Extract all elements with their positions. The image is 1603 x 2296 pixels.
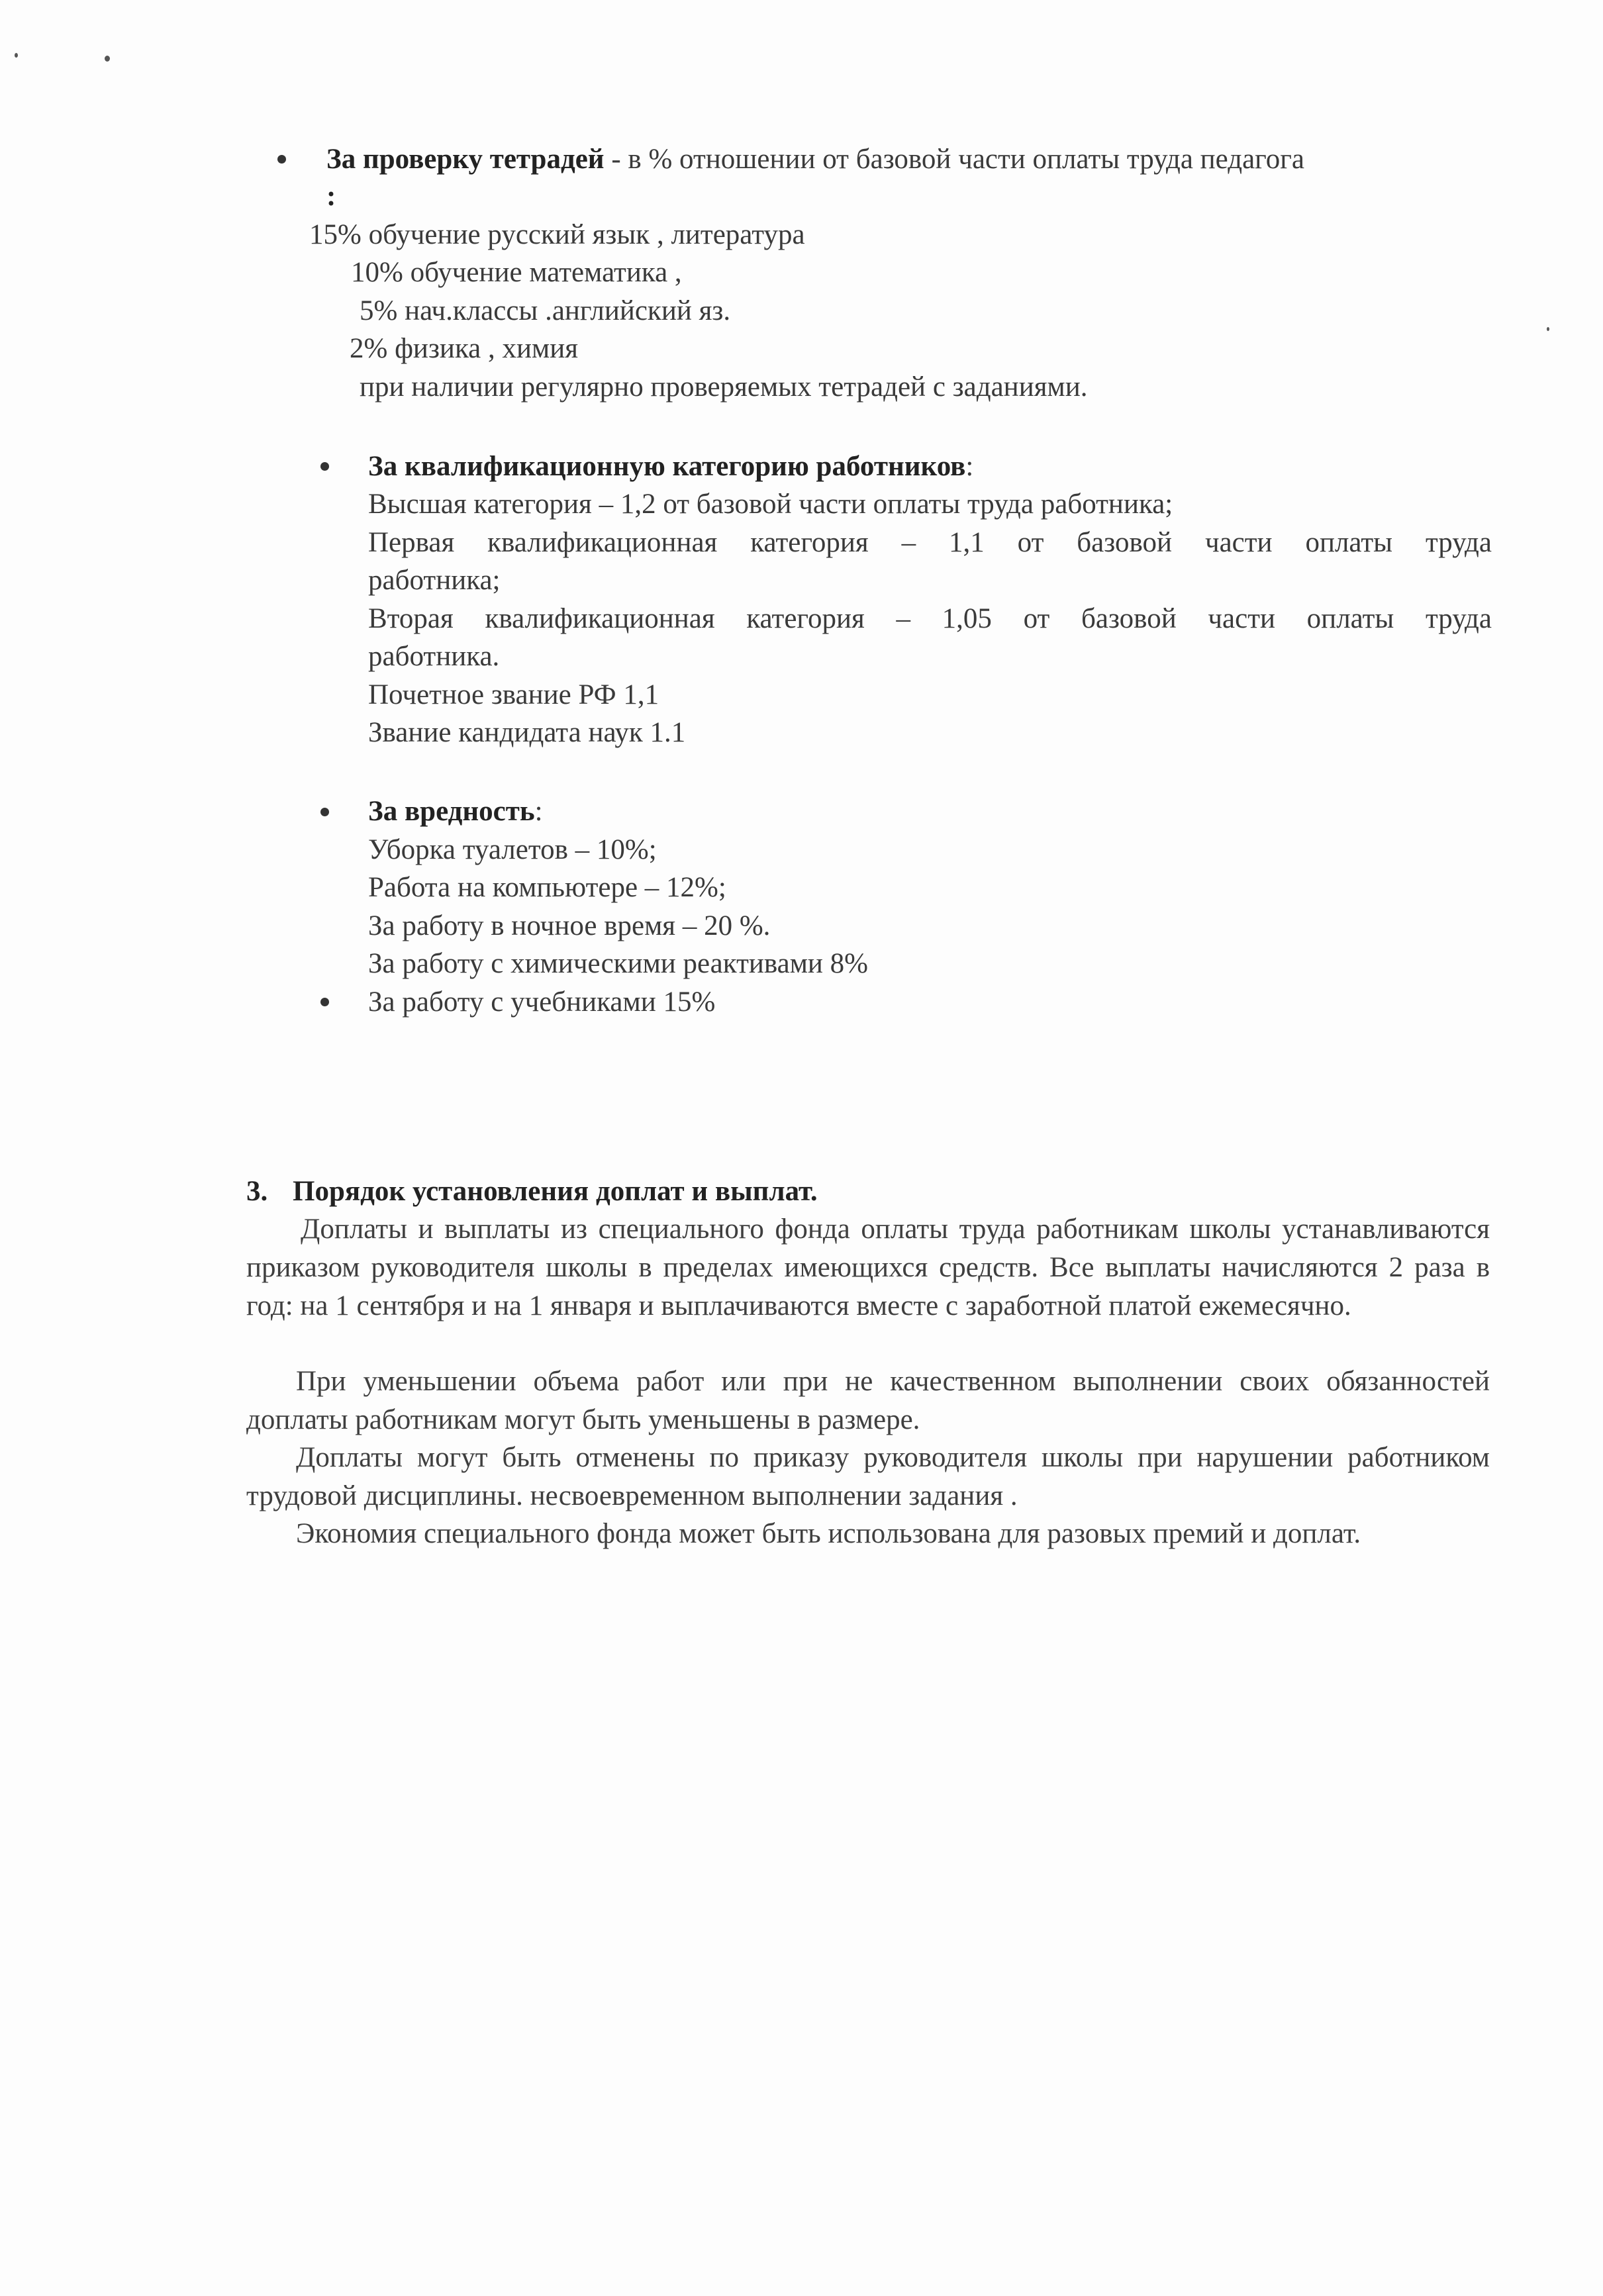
section2-line: Почетное звание РФ 1,1 <box>368 679 659 710</box>
bullet-icon <box>320 998 329 1006</box>
section5-paragraph: При уменьшении объема работ или при не качественном выполнении своих обязанностей доплаты работникам могут быть уменьшены в размере. <box>246 1366 1490 1435</box>
section2-line: работника. <box>368 641 500 672</box>
section2-line: Высшая категория – 1,2 от базовой части оплаты труда работника; <box>368 489 1173 520</box>
bullet-icon <box>320 462 329 471</box>
section3-heading-tail: : <box>534 796 543 827</box>
section2-heading-line <box>368 448 973 486</box>
section1-line: 5% нач.классы .английский яз. <box>360 295 731 326</box>
section5-heading: Порядок установления доплат и выплат. <box>293 1176 818 1207</box>
section1-line: 10% обучение математика , <box>351 257 682 288</box>
section3-line: Работа на компьютере – 12%; <box>368 872 726 903</box>
section1-line: при наличии регулярно проверяемых тетрадей с заданиями. <box>360 371 1088 403</box>
section3-line: Уборка туалетов – 10%; <box>368 834 657 865</box>
section2-line: Вторая квалификационная категория – 1,05 от базовой части оплаты труда <box>368 603 1492 634</box>
section2-heading-tail: : <box>965 451 974 482</box>
section2-line: Первая квалификационная категория – 1,1 от базовой части оплаты труда <box>368 527 1492 558</box>
section1-colon: : <box>326 181 336 212</box>
section1-line: 2% физика , химия <box>350 333 579 364</box>
section4-line: За работу с учебниками 15% <box>368 986 716 1018</box>
section2-line: Звание кандидата наук 1.1 <box>368 717 686 748</box>
section5-paragraph: Доплаты и выплаты из специального фонда оплаты труда работникам школы устанавливаются приказом руководителя школы в пределах имеющихся средств. Все выплаты начисляются 2 раза в год: на 1 сентября и на 1 января и выплачиваются вместе с заработной платой ежемесячно. <box>246 1214 1490 1321</box>
bullet-icon <box>277 155 286 164</box>
section2-heading: За квалификационную категорию работников <box>368 451 966 482</box>
section1-line: 15% обучение русский язык , литература <box>309 219 805 250</box>
scan-speck <box>15 53 18 58</box>
section3-heading-line <box>368 792 543 831</box>
section1-heading-line <box>326 140 1304 179</box>
scan-speck <box>1547 327 1549 331</box>
scan-speck <box>105 56 110 62</box>
section5-paragraph: Экономия специального фонда может быть использована для разовых премий и доплат. <box>296 1518 1361 1549</box>
section2-line: работника; <box>368 565 501 596</box>
section5-number: 3. <box>246 1176 268 1207</box>
section5-paragraph: Доплаты могут быть отменены по приказу руководителя школы при нарушении работником трудовой дисциплины. несвоевременном выполнении задания . <box>246 1442 1490 1511</box>
section3-line: За работу в ночное время – 20 %. <box>368 910 771 941</box>
section3-heading: За вредность <box>368 796 535 827</box>
section3-line: За работу с химическими реактивами 8% <box>368 948 868 979</box>
section1-heading: За проверку тетрадей <box>326 144 605 175</box>
bullet-icon <box>320 808 329 816</box>
section1-heading-tail: - в % отношении от базовой части оплаты труда педагога <box>604 144 1304 175</box>
